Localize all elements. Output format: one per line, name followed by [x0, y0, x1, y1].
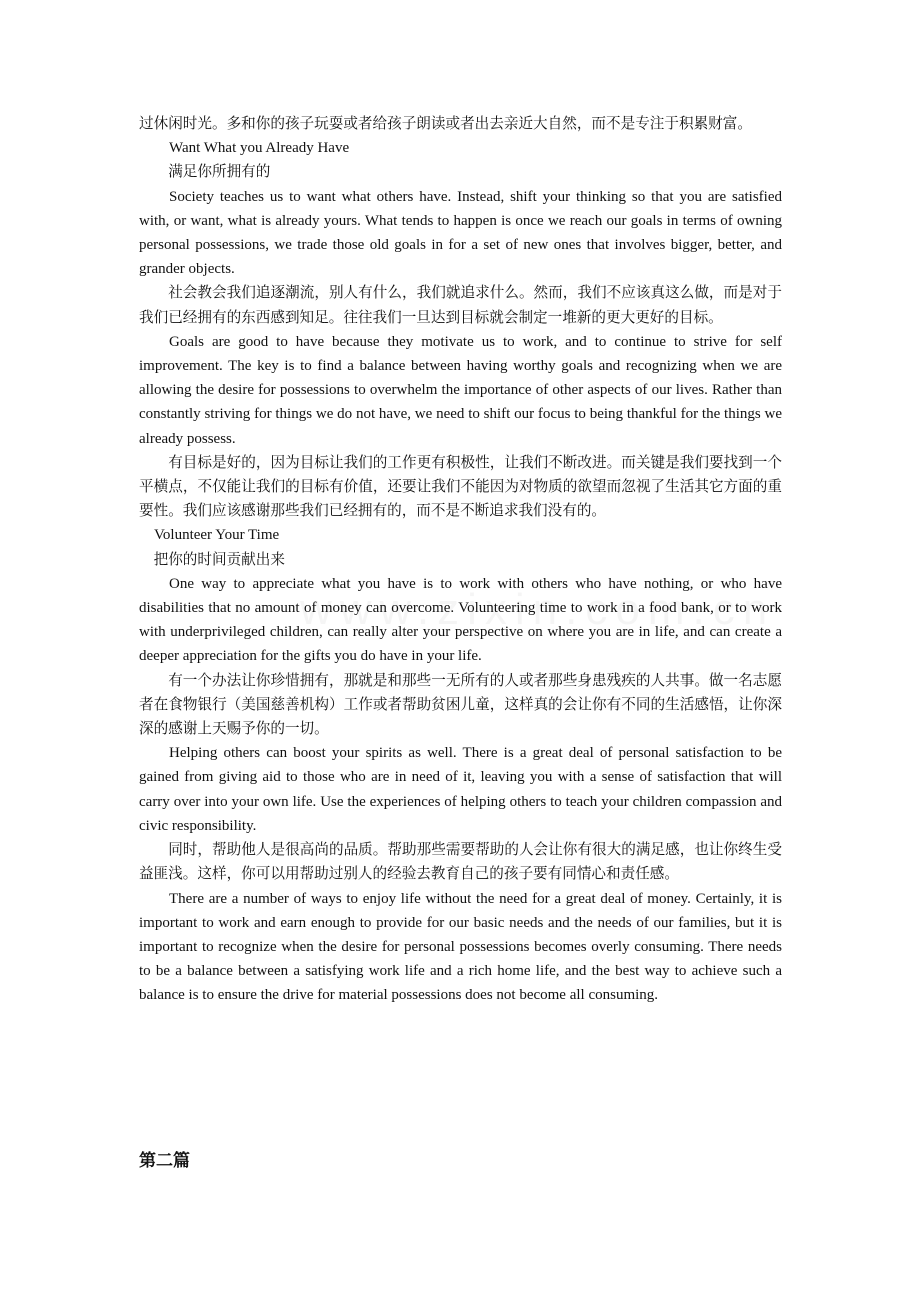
document-body — [139, 112, 782, 1008]
heading-want-what-you-have-zh: 满足你所拥有的 — [168, 163, 271, 181]
heading-volunteer: Volunteer Your Time — [154, 527, 280, 544]
paragraph-appreciate-zh: 有一个办法让你珍惜拥有，那就是和那些一无所有的人或者那些身患残疾的人共事。做一名志愿者在食物银行（美国慈善机构）工作或者帮助贫困儿童，这样真的会让你有不同的生活感悟，让你深深的感谢上天赐予你的一切。 — [139, 671, 782, 738]
section-title: 第二篇 — [139, 1151, 190, 1171]
paragraph-intro-zh: 过休闲时光。多和你的孩子玩耍或者给孩子朗读或者出去亲近大自然，而不是专注于积累财富。 — [139, 115, 752, 132]
paragraph-helping-zh: 同时，帮助他人是很高尚的品质。帮助那些需要帮助的人会让你有很大的满足感，也让你终生受益匪浅。这样，你可以用帮助过别人的经验去教育自己的孩子要有同情心和责任感。 — [139, 841, 782, 883]
heading-volunteer-zh: 把你的时间贡献出来 — [153, 550, 285, 568]
paragraph-goals-en: Goals are good to have because they motivate us to work, and to continue to strive for self improvement. The key is to find a balance between having worthy goals and recognizing when we are allowing the desire for possessions to overwhelm the importance of other aspects of our lives. Rather than constantly striving for things we do not have, we need to shift our focus to being thankful for the things we already possess. — [139, 333, 782, 447]
paragraph-goals-zh: 有目标是好的，因为目标让我们的工作更有积极性，让我们不断改进。而关键是我们要找到一个平横点，不仅能让我们的目标有价值，还要让我们不能因为对物质的欲望而忽视了生活其它方面的重要性。我们应该感谢那些我们已经拥有的，而不是不断追求我们没有的。 — [139, 453, 782, 520]
paragraph-helping-en: Helping others can boost your spirits as well. There is a great deal of personal satisfaction to be gained from giving aid to those who are in need of it, leaving you with a sense of satisfaction that will carry over into your own life. Use the experiences of helping others to teach your children compassion and civic responsibility. — [139, 745, 782, 834]
paragraph-appreciate-en: One way to appreciate what you have is to work with others who have nothing, or who have disabilities that no amount of money can overcome. Volunteering time to work in a food bank, or to work with underprivileged children, can really alter your perspective on where you are in life, and can create a deeper appreciation for the gifts you do have in your life. — [139, 575, 782, 665]
paragraph-enjoy-life-en: There are a number of ways to enjoy life without the need for a great deal of money. Certainly, it is important to work and earn enough to provide for our basic needs and the needs of our families, but it is important to recognize when the desire for personal possessions becomes overly consuming. There needs to be a balance between a satisfying work life and a rich home life, and the best way to achieve such a balance is to ensure the drive for material possessions does not become all consuming. — [139, 890, 782, 1004]
paragraph-society-zh: 社会教会我们追逐潮流，别人有什么，我们就追求什么。然而，我们不应该真这么做，而是对于我们已经拥有的东西感到知足。往往我们一旦达到目标就会制定一堆新的更大更好的目标。 — [139, 284, 782, 326]
heading-want-what-you-have: Want What you Already Have — [169, 140, 350, 157]
paragraph-society-en: Society teaches us to want what others have. Instead, shift your thinking so that you are satisfied with, or want, what is already yours. What tends to happen is once we reach our goals in terms of owning personal possessions, we trade those old goals in for a set of new ones that involves bigger, better, and grander objects. — [139, 188, 782, 278]
